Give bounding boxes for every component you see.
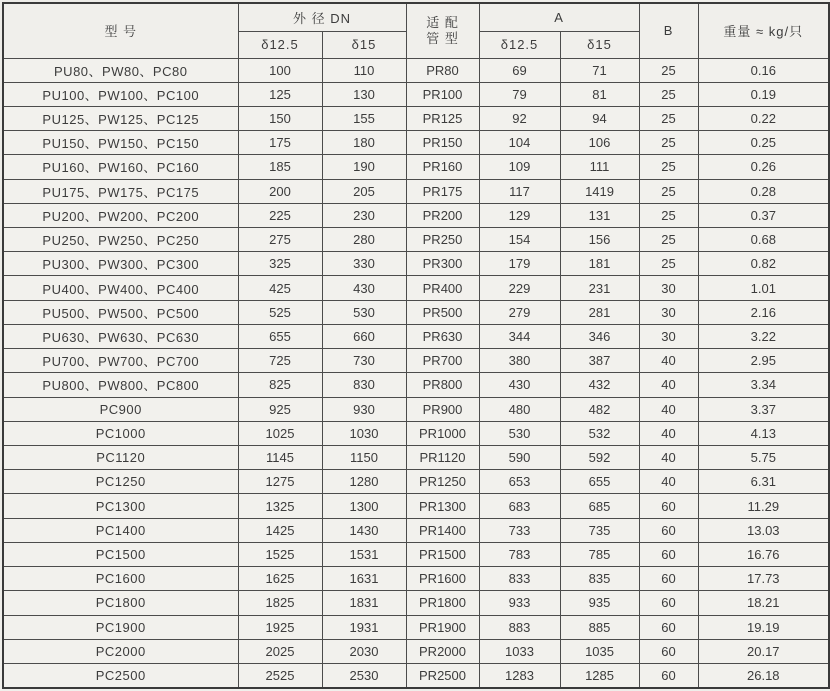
value-cell: 181 <box>560 252 639 276</box>
value-cell: 1425 <box>238 518 322 542</box>
value-cell: 25 <box>639 58 698 82</box>
header-adapter-type <box>406 3 479 58</box>
value-cell: 30 <box>639 276 698 300</box>
value-cell: 40 <box>639 349 698 373</box>
value-cell: 25 <box>639 106 698 130</box>
value-cell: 131 <box>560 203 639 227</box>
table-row <box>3 663 829 688</box>
value-cell: 200 <box>238 179 322 203</box>
value-cell: PR1900 <box>406 615 479 639</box>
value-cell: 81 <box>560 82 639 106</box>
value-cell: 13.03 <box>698 518 829 542</box>
model-cell: PU150、PW150、PC150 <box>3 131 238 155</box>
value-cell: 117 <box>479 179 560 203</box>
value-cell: 783 <box>479 542 560 566</box>
value-cell: 1280 <box>322 470 406 494</box>
value-cell: PR800 <box>406 373 479 397</box>
header-a: A <box>479 3 639 31</box>
value-cell: 933 <box>479 591 560 615</box>
value-cell: 129 <box>479 203 560 227</box>
value-cell: 94 <box>560 106 639 130</box>
value-cell: 100 <box>238 58 322 82</box>
value-cell: 685 <box>560 494 639 518</box>
value-cell: 785 <box>560 542 639 566</box>
value-cell: 150 <box>238 106 322 130</box>
value-cell: 380 <box>479 349 560 373</box>
value-cell: 71 <box>560 58 639 82</box>
value-cell: 1150 <box>322 446 406 470</box>
table-row <box>3 131 829 155</box>
value-cell: 26.18 <box>698 663 829 688</box>
value-cell: 275 <box>238 228 322 252</box>
value-cell: 60 <box>639 494 698 518</box>
model-cell: PU300、PW300、PC300 <box>3 252 238 276</box>
value-cell: 4.13 <box>698 421 829 445</box>
value-cell: PR250 <box>406 228 479 252</box>
value-cell: 19.19 <box>698 615 829 639</box>
value-cell: 660 <box>322 324 406 348</box>
value-cell: 1931 <box>322 615 406 639</box>
model-cell: PC1000 <box>3 421 238 445</box>
value-cell: 1030 <box>322 421 406 445</box>
model-cell: PU250、PW250、PC250 <box>3 228 238 252</box>
value-cell: 825 <box>238 373 322 397</box>
value-cell: PR300 <box>406 252 479 276</box>
table-row <box>3 106 829 130</box>
value-cell: 1419 <box>560 179 639 203</box>
table-row <box>3 252 829 276</box>
value-cell: 3.34 <box>698 373 829 397</box>
value-cell: 104 <box>479 131 560 155</box>
value-cell: PR400 <box>406 276 479 300</box>
table-row <box>3 397 829 421</box>
value-cell: 1430 <box>322 518 406 542</box>
value-cell: 1033 <box>479 639 560 663</box>
model-cell: PU630、PW630、PC630 <box>3 324 238 348</box>
value-cell: PR500 <box>406 300 479 324</box>
table-row <box>3 542 829 566</box>
subheader-dn-delta-12-5: δ12.5 <box>238 31 322 58</box>
value-cell: 590 <box>479 446 560 470</box>
value-cell: 60 <box>639 542 698 566</box>
value-cell: 40 <box>639 446 698 470</box>
table-row <box>3 349 829 373</box>
table-row <box>3 373 829 397</box>
value-cell: 16.76 <box>698 542 829 566</box>
value-cell: 1525 <box>238 542 322 566</box>
value-cell: 830 <box>322 373 406 397</box>
value-cell: 231 <box>560 276 639 300</box>
value-cell: 18.21 <box>698 591 829 615</box>
value-cell: 185 <box>238 155 322 179</box>
value-cell: PR2000 <box>406 639 479 663</box>
value-cell: 1831 <box>322 591 406 615</box>
value-cell: 725 <box>238 349 322 373</box>
model-cell: PC1120 <box>3 446 238 470</box>
value-cell: 40 <box>639 421 698 445</box>
model-cell: PU160、PW160、PC160 <box>3 155 238 179</box>
model-cell: PC2500 <box>3 663 238 688</box>
value-cell: 430 <box>322 276 406 300</box>
value-cell: 60 <box>639 663 698 688</box>
table-row <box>3 179 829 203</box>
value-cell: 387 <box>560 349 639 373</box>
value-cell: 730 <box>322 349 406 373</box>
value-cell: PR1120 <box>406 446 479 470</box>
value-cell: 346 <box>560 324 639 348</box>
value-cell: 2525 <box>238 663 322 688</box>
model-cell: PU100、PW100、PC100 <box>3 82 238 106</box>
value-cell: 40 <box>639 397 698 421</box>
table-body <box>3 58 829 688</box>
table-row <box>3 615 829 639</box>
table-row <box>3 639 829 663</box>
value-cell: 425 <box>238 276 322 300</box>
value-cell: 280 <box>322 228 406 252</box>
header-adapter-line2: 管 型 <box>426 30 459 46</box>
model-cell: PC1400 <box>3 518 238 542</box>
value-cell: 925 <box>238 397 322 421</box>
header-weight: 重量 ≈ kg/只 <box>698 3 829 58</box>
value-cell: 1285 <box>560 663 639 688</box>
value-cell: 1.01 <box>698 276 829 300</box>
value-cell: PR1250 <box>406 470 479 494</box>
value-cell: 2030 <box>322 639 406 663</box>
value-cell: 1300 <box>322 494 406 518</box>
header-adapter-line1: 适 配 <box>426 14 459 30</box>
value-cell: 130 <box>322 82 406 106</box>
table-row <box>3 82 829 106</box>
value-cell: 1035 <box>560 639 639 663</box>
table-row <box>3 300 829 324</box>
value-cell: 2.16 <box>698 300 829 324</box>
model-cell: PU200、PW200、PC200 <box>3 203 238 227</box>
value-cell: 25 <box>639 228 698 252</box>
value-cell: 205 <box>322 179 406 203</box>
model-cell: PU80、PW80、PC80 <box>3 58 238 82</box>
table-row <box>3 324 829 348</box>
value-cell: 0.16 <box>698 58 829 82</box>
value-cell: 25 <box>639 131 698 155</box>
value-cell: 330 <box>322 252 406 276</box>
value-cell: PR150 <box>406 131 479 155</box>
model-cell: PC1500 <box>3 542 238 566</box>
value-cell: 190 <box>322 155 406 179</box>
value-cell: 60 <box>639 567 698 591</box>
table-row <box>3 276 829 300</box>
value-cell: 1145 <box>238 446 322 470</box>
model-cell: PC1300 <box>3 494 238 518</box>
value-cell: 180 <box>322 131 406 155</box>
value-cell: 592 <box>560 446 639 470</box>
table-row <box>3 567 829 591</box>
spec-table <box>2 2 830 689</box>
value-cell: 344 <box>479 324 560 348</box>
value-cell: 930 <box>322 397 406 421</box>
value-cell: PR900 <box>406 397 479 421</box>
value-cell: 683 <box>479 494 560 518</box>
value-cell: PR1500 <box>406 542 479 566</box>
table-row <box>3 591 829 615</box>
model-cell: PC900 <box>3 397 238 421</box>
value-cell: 0.22 <box>698 106 829 130</box>
value-cell: 0.82 <box>698 252 829 276</box>
value-cell: 17.73 <box>698 567 829 591</box>
table-row <box>3 494 829 518</box>
value-cell: 432 <box>560 373 639 397</box>
value-cell: 25 <box>639 82 698 106</box>
value-cell: 225 <box>238 203 322 227</box>
table-row <box>3 446 829 470</box>
value-cell: PR100 <box>406 82 479 106</box>
table-row <box>3 421 829 445</box>
subheader-dn-delta-15: δ15 <box>322 31 406 58</box>
value-cell: 155 <box>322 106 406 130</box>
value-cell: 106 <box>560 131 639 155</box>
value-cell: PR1000 <box>406 421 479 445</box>
value-cell: 1531 <box>322 542 406 566</box>
value-cell: 1283 <box>479 663 560 688</box>
value-cell: 6.31 <box>698 470 829 494</box>
value-cell: 525 <box>238 300 322 324</box>
value-cell: 0.25 <box>698 131 829 155</box>
value-cell: 3.22 <box>698 324 829 348</box>
model-cell: PU800、PW800、PC800 <box>3 373 238 397</box>
value-cell: PR630 <box>406 324 479 348</box>
value-cell: 655 <box>560 470 639 494</box>
table-row <box>3 518 829 542</box>
value-cell: 482 <box>560 397 639 421</box>
value-cell: PR80 <box>406 58 479 82</box>
value-cell: PR1300 <box>406 494 479 518</box>
table-row <box>3 470 829 494</box>
table-row <box>3 228 829 252</box>
value-cell: 1925 <box>238 615 322 639</box>
value-cell: 1625 <box>238 567 322 591</box>
value-cell: 154 <box>479 228 560 252</box>
model-cell: PC1600 <box>3 567 238 591</box>
value-cell: 733 <box>479 518 560 542</box>
value-cell: 25 <box>639 203 698 227</box>
value-cell: 79 <box>479 82 560 106</box>
value-cell: PR1600 <box>406 567 479 591</box>
value-cell: 30 <box>639 300 698 324</box>
model-cell: PU125、PW125、PC125 <box>3 106 238 130</box>
value-cell: 175 <box>238 131 322 155</box>
value-cell: 25 <box>639 179 698 203</box>
value-cell: 279 <box>479 300 560 324</box>
value-cell: 25 <box>639 252 698 276</box>
value-cell: PR175 <box>406 179 479 203</box>
table-row <box>3 203 829 227</box>
model-cell: PU700、PW700、PC700 <box>3 349 238 373</box>
value-cell: 1631 <box>322 567 406 591</box>
value-cell: 110 <box>322 58 406 82</box>
value-cell: 25 <box>639 155 698 179</box>
value-cell: 480 <box>479 397 560 421</box>
subheader-a-delta-15: δ15 <box>560 31 639 58</box>
value-cell: 3.37 <box>698 397 829 421</box>
value-cell: PR1800 <box>406 591 479 615</box>
value-cell: 0.68 <box>698 228 829 252</box>
value-cell: 1275 <box>238 470 322 494</box>
value-cell: 111 <box>560 155 639 179</box>
value-cell: 30 <box>639 324 698 348</box>
table-row <box>3 58 829 82</box>
value-cell: 109 <box>479 155 560 179</box>
value-cell: PR2500 <box>406 663 479 688</box>
value-cell: 281 <box>560 300 639 324</box>
value-cell: 1825 <box>238 591 322 615</box>
value-cell: PR160 <box>406 155 479 179</box>
value-cell: 833 <box>479 567 560 591</box>
value-cell: 5.75 <box>698 446 829 470</box>
value-cell: 40 <box>639 373 698 397</box>
value-cell: PR700 <box>406 349 479 373</box>
value-cell: 60 <box>639 639 698 663</box>
subheader-a-delta-12-5: δ12.5 <box>479 31 560 58</box>
value-cell: 835 <box>560 567 639 591</box>
value-cell: 530 <box>322 300 406 324</box>
value-cell: 2.95 <box>698 349 829 373</box>
value-cell: 1325 <box>238 494 322 518</box>
model-cell: PU500、PW500、PC500 <box>3 300 238 324</box>
value-cell: 532 <box>560 421 639 445</box>
value-cell: 0.28 <box>698 179 829 203</box>
value-cell: 92 <box>479 106 560 130</box>
value-cell: 325 <box>238 252 322 276</box>
header-outer-diameter: 外 径 DN <box>238 3 406 31</box>
value-cell: 11.29 <box>698 494 829 518</box>
model-cell: PU400、PW400、PC400 <box>3 276 238 300</box>
value-cell: PR200 <box>406 203 479 227</box>
value-cell: 0.37 <box>698 203 829 227</box>
header-b: B <box>639 3 698 58</box>
model-cell: PC1250 <box>3 470 238 494</box>
value-cell: 60 <box>639 591 698 615</box>
value-cell: 2530 <box>322 663 406 688</box>
value-cell: 156 <box>560 228 639 252</box>
value-cell: 60 <box>639 518 698 542</box>
value-cell: 885 <box>560 615 639 639</box>
value-cell: 40 <box>639 470 698 494</box>
model-cell: PU175、PW175、PC175 <box>3 179 238 203</box>
model-cell: PC1900 <box>3 615 238 639</box>
value-cell: 653 <box>479 470 560 494</box>
value-cell: 179 <box>479 252 560 276</box>
value-cell: 0.19 <box>698 82 829 106</box>
value-cell: 2025 <box>238 639 322 663</box>
value-cell: 1025 <box>238 421 322 445</box>
value-cell: 0.26 <box>698 155 829 179</box>
model-cell: PC1800 <box>3 591 238 615</box>
table-header <box>3 3 829 58</box>
value-cell: 935 <box>560 591 639 615</box>
value-cell: 60 <box>639 615 698 639</box>
header-model: 型 号 <box>3 3 238 58</box>
value-cell: 883 <box>479 615 560 639</box>
model-cell: PC2000 <box>3 639 238 663</box>
value-cell: 125 <box>238 82 322 106</box>
value-cell: 655 <box>238 324 322 348</box>
value-cell: 69 <box>479 58 560 82</box>
value-cell: 530 <box>479 421 560 445</box>
value-cell: PR1400 <box>406 518 479 542</box>
value-cell: 230 <box>322 203 406 227</box>
value-cell: 735 <box>560 518 639 542</box>
value-cell: 20.17 <box>698 639 829 663</box>
table-row <box>3 155 829 179</box>
value-cell: 430 <box>479 373 560 397</box>
value-cell: PR125 <box>406 106 479 130</box>
value-cell: 229 <box>479 276 560 300</box>
